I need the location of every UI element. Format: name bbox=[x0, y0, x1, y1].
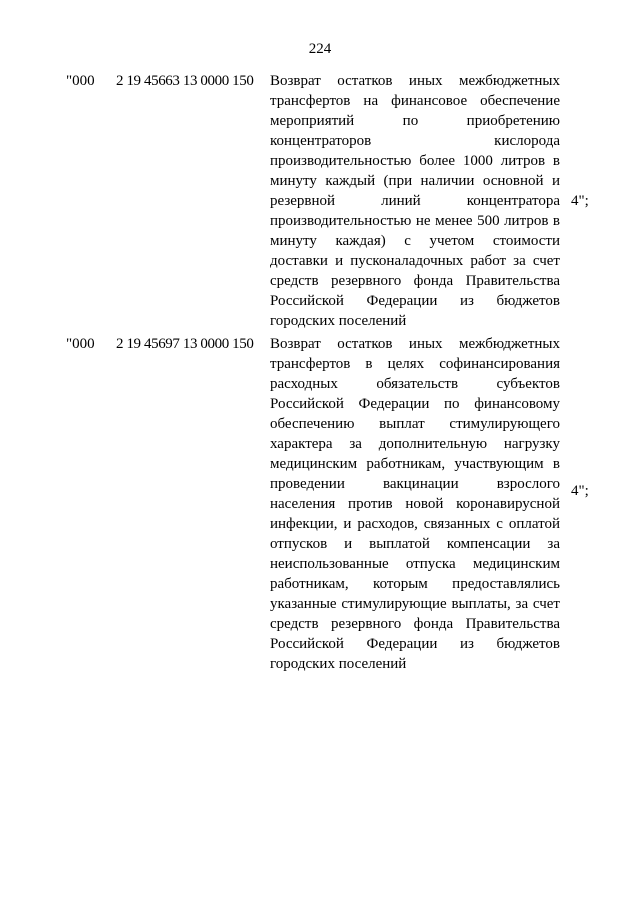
income-description: Возврат остатков иных межбюджетных трансфертов на финансовое обеспечение мероприятий по приобретению концентраторов кислорода производительностью более 1000 литров в минуту каждый (при наличии основной и резервной линий концентратора производительностью не менее 500 литров в минуту каждая) с учетом стоимости доставки и пусконаладочных работ за счет средств резервного фонда Правительства Российской Федерации из бюджетов городских поселений bbox=[270, 73, 560, 329]
admin-code: "000 bbox=[66, 336, 95, 352]
row-value: 4"; bbox=[571, 193, 589, 209]
admin-code: "000 bbox=[66, 73, 95, 89]
page-number: 224 bbox=[308, 41, 332, 57]
budget-classification-code: 2 19 45663 13 0000 150 bbox=[116, 73, 254, 89]
row-value: 4"; bbox=[571, 483, 589, 499]
income-description: Возврат остатков иных межбюджетных трансфертов в целях софинансирования расходных обязательств субъектов Российской Федерации по финансовому обеспечению выплат стимулирующего характера за дополнительную нагрузку медицинским работникам, участвующим в проведении вакцинации взрослого населения против новой коронавирусной инфекции, и расходов, связанных с оплатой отпусков и выплатой компенсации за неиспользованные отпуска медицинским работникам, которым предоставлялись указанные стимулирующие выплаты, за счет средств резервного фонда Правительства Российской Федерации из бюджетов городских поселений bbox=[270, 336, 560, 672]
budget-classification-code: 2 19 45697 13 0000 150 bbox=[116, 336, 254, 352]
